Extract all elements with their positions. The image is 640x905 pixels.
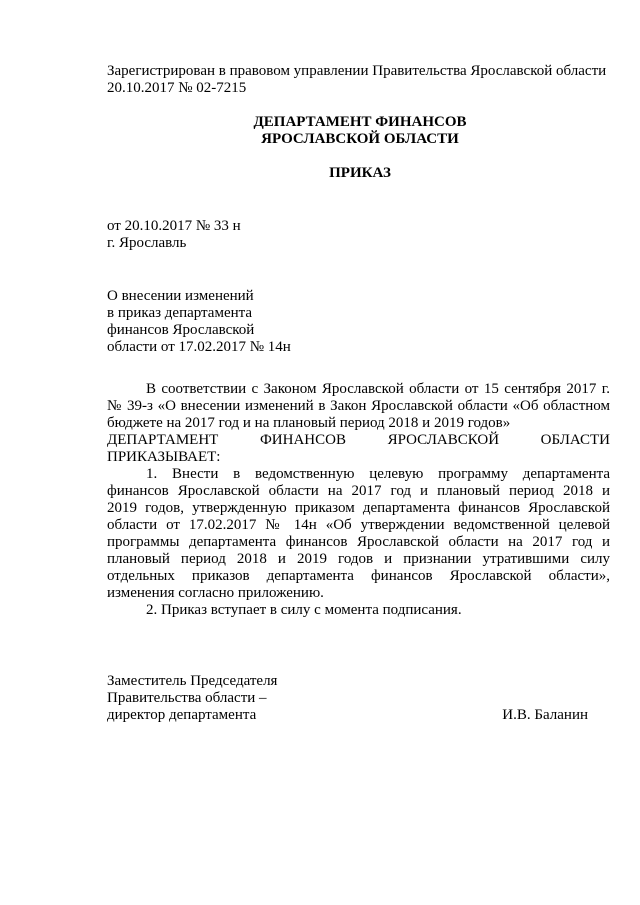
preamble-line-2: № 39-з «О внесении изменений в Закон Ярославской области «Об областном xyxy=(107,398,610,414)
signatory-name: И.В. Баланин xyxy=(502,707,588,723)
signature-position-line-3: директор департамента xyxy=(107,707,257,723)
registration-line-2: 20.10.2017 № 02-7215 xyxy=(107,80,247,96)
doc-type-title: ПРИКАЗ xyxy=(329,165,391,181)
item1-line-1: 1. Внести в ведомственную целевую программу департамента xyxy=(146,466,610,482)
registration-line-1: Зарегистрирован в правовом управлении Правительства Ярославской области xyxy=(107,63,607,79)
preamble-line-3: бюджете на 2017 год и на плановый период 2018 и 2019 годов» xyxy=(107,415,511,431)
item2-line: 2. Приказ вступает в силу с момента подписания. xyxy=(146,602,462,618)
department-title-line-1: ДЕПАРТАМЕНТ ФИНАНСОВ xyxy=(253,114,467,130)
orders-line: ДЕПАРТАМЕНТ ФИНАНСОВ ЯРОСЛАВСКОЙ ОБЛАСТИ xyxy=(107,432,610,448)
item1-line-8: изменения согласно приложению. xyxy=(107,585,324,601)
subject-line-1: О внесении изменений xyxy=(107,288,254,304)
item1-line-4: области от 17.02.2017 № 14н «Об утверждении ведомственной целевой xyxy=(107,517,610,533)
item1-line-6: плановый период 2018 и 2019 годов и признании утратившими силу xyxy=(107,551,610,567)
subject-line-3: финансов Ярославской xyxy=(107,322,255,338)
preamble-line-1: В соответствии с Законом Ярославской области от 15 сентября 2017 г. xyxy=(146,381,610,397)
item1-line-3: 2019 годов, утвержденную приказом департамента финансов Ярославской xyxy=(107,500,610,516)
city: г. Ярославль xyxy=(107,235,187,251)
department-title-line-2: ЯРОСЛАВСКОЙ ОБЛАСТИ xyxy=(261,131,459,147)
signature-position-line-1: Заместитель Председателя xyxy=(107,673,278,689)
date-number: от 20.10.2017 № 33 н xyxy=(107,218,241,234)
orders-word: ПРИКАЗЫВАЕТ: xyxy=(107,449,221,465)
item1-line-2: финансов Ярославской области на 2017 год и плановый период 2018 и xyxy=(107,483,610,499)
item1-line-5: программы департамента финансов Ярославской области на 2017 год и xyxy=(107,534,610,550)
subject-line-2: в приказ департамента xyxy=(107,305,253,321)
subject-line-4: области от 17.02.2017 № 14н xyxy=(107,339,291,355)
signature-position-line-2: Правительства области – xyxy=(107,690,267,706)
item1-line-7: отдельных приказов департамента финансов Ярославской области», xyxy=(107,568,610,584)
